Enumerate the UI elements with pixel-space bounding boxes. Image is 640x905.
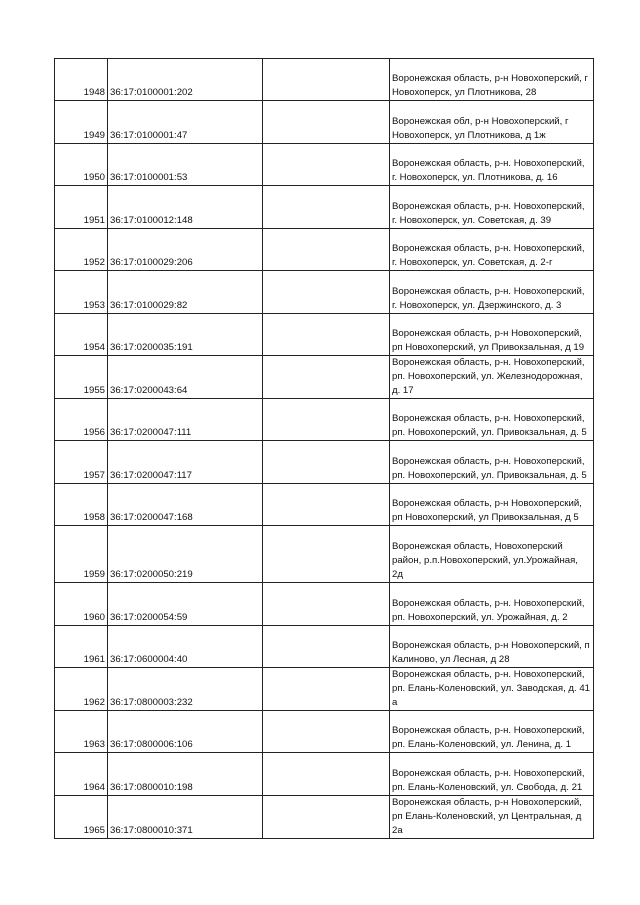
cadastral-number: 36:17:0100012:148: [108, 186, 263, 229]
address-cell: Воронежская область, р-н Новохоперский, рп Новохоперский, ул Привокзальная, д 19: [390, 314, 594, 356]
address-cell: Воронежская область, р-н. Новохоперский, рп. Новохоперский, ул. Привокзальная, д. 5: [390, 441, 594, 484]
row-number: 1949: [55, 101, 108, 144]
table-row: [55, 144, 594, 186]
address-cell: Воронежская область, р-н. Новохоперский, г. Новохоперск, ул. Дзержинского, д. 3: [390, 271, 594, 314]
cadastral-number: 36:17:0200047:117: [108, 441, 263, 484]
cadastral-number: 36:17:0100001:53: [108, 144, 263, 186]
address-cell: Воронежская область, р-н. Новохоперский, рп. Новохоперский, ул. Железнодорожная, д. 17: [390, 356, 594, 399]
table-row: [55, 271, 594, 314]
row-number: 1961: [55, 626, 108, 668]
table-row: [55, 583, 594, 626]
row-number: 1948: [55, 59, 108, 101]
cadastral-number: 36:17:0100001:202: [108, 59, 263, 101]
cadastral-number: 36:17:0800010:371: [108, 796, 263, 839]
cadastral-number: 36:17:0200047:111: [108, 399, 263, 441]
row-number: 1959: [55, 526, 108, 583]
table-row: [55, 753, 594, 796]
cadastral-number: 36:17:0200047:168: [108, 484, 263, 526]
row-number: 1957: [55, 441, 108, 484]
row-number: 1950: [55, 144, 108, 186]
address-cell: Воронежская обл, р-н Новохоперский, г Новохоперск, ул Плотникова, д 1ж: [390, 101, 594, 144]
empty-cell: [263, 144, 390, 186]
cadastral-number: 36:17:0200043:64: [108, 356, 263, 399]
row-number: 1952: [55, 229, 108, 271]
empty-cell: [263, 796, 390, 839]
table-row: [55, 526, 594, 583]
address-cell: Воронежская область, р-н. Новохоперский, г. Новохоперск, ул. Плотникова, д. 16: [390, 144, 594, 186]
empty-cell: [263, 271, 390, 314]
row-number: 1953: [55, 271, 108, 314]
table-row: [55, 399, 594, 441]
table-row: [55, 59, 594, 101]
address-cell: Воронежская область, р-н. Новохоперский, рп. Елань-Коленовский, ул. Свобода, д. 21: [390, 753, 594, 796]
empty-cell: [263, 484, 390, 526]
row-number: 1964: [55, 753, 108, 796]
cadastral-number: 36:17:0200054:59: [108, 583, 263, 626]
row-number: 1963: [55, 711, 108, 753]
row-number: 1960: [55, 583, 108, 626]
empty-cell: [263, 526, 390, 583]
empty-cell: [263, 229, 390, 271]
row-number: 1965: [55, 796, 108, 839]
table-row: [55, 314, 594, 356]
table-row: [55, 668, 594, 711]
row-number: 1956: [55, 399, 108, 441]
cadastral-number: 36:17:0100029:206: [108, 229, 263, 271]
cadastral-number: 36:17:0800010:198: [108, 753, 263, 796]
empty-cell: [263, 668, 390, 711]
row-number: 1951: [55, 186, 108, 229]
table-row: [55, 441, 594, 484]
empty-cell: [263, 441, 390, 484]
address-cell: Воронежская область, р-н. Новохоперский, рп. Новохоперский, ул. Урожайная, д. 2: [390, 583, 594, 626]
address-cell: Воронежская область, р-н. Новохоперский, г. Новохоперск, ул. Советская, д. 39: [390, 186, 594, 229]
row-number: 1962: [55, 668, 108, 711]
row-number: 1954: [55, 314, 108, 356]
empty-cell: [263, 101, 390, 144]
empty-cell: [263, 186, 390, 229]
empty-cell: [263, 711, 390, 753]
empty-cell: [263, 753, 390, 796]
empty-cell: [263, 314, 390, 356]
table-row: [55, 229, 594, 271]
empty-cell: [263, 399, 390, 441]
empty-cell: [263, 356, 390, 399]
address-cell: Воронежская область, р-н Новохоперский, г Новохоперск, ул Плотникова, 28: [390, 59, 594, 101]
registry-table: [54, 58, 594, 839]
address-cell: Воронежская область, р-н Новохоперский, п Калиново, ул Лесная, д 28: [390, 626, 594, 668]
table-row: [55, 484, 594, 526]
table-row: [55, 626, 594, 668]
cadastral-number: 36:17:0800003:232: [108, 668, 263, 711]
cadastral-number: 36:17:0200035:191: [108, 314, 263, 356]
cadastral-number: 36:17:0800006:106: [108, 711, 263, 753]
empty-cell: [263, 626, 390, 668]
address-cell: Воронежская область, р-н. Новохоперский, рп. Елань-Коленовский, ул. Ленина, д. 1: [390, 711, 594, 753]
empty-cell: [263, 59, 390, 101]
address-cell: Воронежская область, р-н. Новохоперский, г. Новохоперск, ул. Советская, д. 2-г: [390, 229, 594, 271]
address-cell: Воронежская область, Новохоперский район, р.п.Новохоперский, ул.Урожайная, 2д: [390, 526, 594, 583]
cadastral-number: 36:17:0100029:82: [108, 271, 263, 314]
cadastral-number: 36:17:0600004:40: [108, 626, 263, 668]
cadastral-number: 36:17:0200050:219: [108, 526, 263, 583]
address-cell: Воронежская область, р-н. Новохоперский, рп. Елань-Коленовский, ул. Заводская, д. 41 а: [390, 668, 594, 711]
row-number: 1955: [55, 356, 108, 399]
table-row: [55, 186, 594, 229]
table-row: [55, 711, 594, 753]
address-cell: Воронежская область, р-н. Новохоперский, рп. Новохоперский, ул. Привокзальная, д. 5: [390, 399, 594, 441]
cadastral-number: 36:17:0100001:47: [108, 101, 263, 144]
address-cell: Воронежская область, р-н Новохоперский, рп Елань-Коленовский, ул Центральная, д 2а: [390, 796, 594, 839]
address-cell: Воронежская область, р-н Новохоперский, рп Новохоперский, ул Привокзальная, д 5: [390, 484, 594, 526]
empty-cell: [263, 583, 390, 626]
row-number: 1958: [55, 484, 108, 526]
table-row: [55, 101, 594, 144]
table-row: [55, 356, 594, 399]
table-row: [55, 796, 594, 839]
